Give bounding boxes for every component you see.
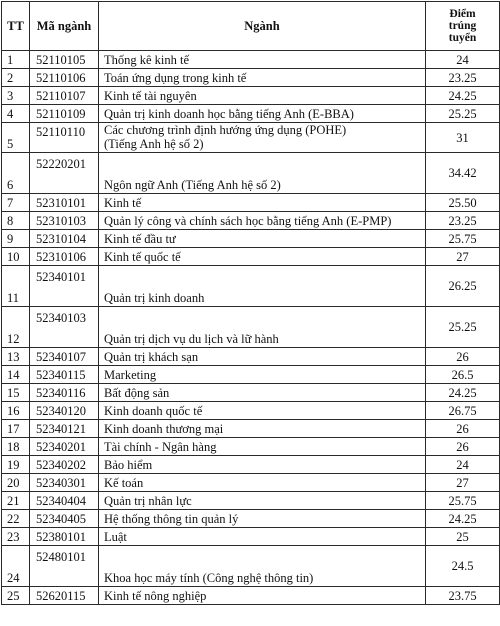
row-score: 24 xyxy=(426,51,500,69)
table-row xyxy=(2,123,500,153)
row-major xyxy=(99,69,426,87)
table-row xyxy=(2,366,500,384)
row-score: 25.25 xyxy=(426,307,500,348)
row-major xyxy=(99,546,426,587)
table-body xyxy=(2,51,500,605)
table-row xyxy=(2,420,500,438)
row-tt: 8 xyxy=(2,212,30,230)
header-score-line: trúng xyxy=(448,20,477,32)
row-code: 52340121 xyxy=(30,420,99,438)
table-row xyxy=(2,230,500,248)
row-code: 52310106 xyxy=(30,248,99,266)
row-major xyxy=(99,230,426,248)
row-major xyxy=(99,510,426,528)
row-code: 52220201 xyxy=(30,153,99,194)
row-code: 52110110 xyxy=(30,123,99,153)
row-score: 27 xyxy=(426,248,500,266)
header-major: Ngành xyxy=(99,2,426,51)
row-tt: 7 xyxy=(2,194,30,212)
row-major xyxy=(99,474,426,492)
row-major-line: Quản trị kinh doanh học bằng tiếng Anh (E-BBA) xyxy=(104,107,354,121)
row-score: 23.25 xyxy=(426,212,500,230)
row-score: 24.25 xyxy=(426,510,500,528)
row-score: 24.5 xyxy=(426,546,500,587)
row-major xyxy=(99,438,426,456)
row-major-line: Quản trị khách sạn xyxy=(104,350,199,364)
row-tt: 17 xyxy=(2,420,30,438)
table-row xyxy=(2,194,500,212)
table-row xyxy=(2,510,500,528)
row-code: 52110107 xyxy=(30,87,99,105)
row-code: 52340120 xyxy=(30,402,99,420)
row-major-line: Ngôn ngữ Anh (Tiếng Anh hệ số 2) xyxy=(104,178,281,192)
table-row xyxy=(2,438,500,456)
row-tt: 3 xyxy=(2,87,30,105)
row-code: 52620115 xyxy=(30,587,99,605)
row-tt: 6 xyxy=(2,153,30,194)
table-row xyxy=(2,456,500,474)
row-major-line: Kinh tế xyxy=(104,196,142,210)
table-row xyxy=(2,528,500,546)
row-major-line: Bảo hiểm xyxy=(104,458,153,472)
row-score: 24.25 xyxy=(426,87,500,105)
row-major xyxy=(99,492,426,510)
row-tt: 21 xyxy=(2,492,30,510)
row-major xyxy=(99,348,426,366)
row-major xyxy=(99,194,426,212)
row-major-line: Luật xyxy=(104,530,127,544)
table-row xyxy=(2,474,500,492)
row-major xyxy=(99,420,426,438)
row-score: 25.75 xyxy=(426,230,500,248)
row-tt: 20 xyxy=(2,474,30,492)
header-score xyxy=(426,2,500,51)
row-code: 52110106 xyxy=(30,69,99,87)
table-row xyxy=(2,212,500,230)
row-major-line: Thống kê kinh tế xyxy=(104,53,190,67)
row-tt: 2 xyxy=(2,69,30,87)
row-score: 25.50 xyxy=(426,194,500,212)
table-row xyxy=(2,153,500,194)
row-major xyxy=(99,266,426,307)
row-major-line: Toán ứng dụng trong kinh tế xyxy=(104,71,247,85)
table-row xyxy=(2,266,500,307)
row-major-line: Quản trị kinh doanh xyxy=(104,291,205,305)
row-score: 26.25 xyxy=(426,266,500,307)
row-major-line: Hệ thống thông tin quản lý xyxy=(104,512,239,526)
row-score: 26 xyxy=(426,348,500,366)
row-major xyxy=(99,366,426,384)
row-code: 52380101 xyxy=(30,528,99,546)
header-tt: TT xyxy=(2,2,30,51)
row-score: 26.5 xyxy=(426,366,500,384)
row-major-line: Quản trị nhân lực xyxy=(104,494,192,508)
row-major xyxy=(99,212,426,230)
row-tt: 1 xyxy=(2,51,30,69)
row-tt: 12 xyxy=(2,307,30,348)
row-major xyxy=(99,248,426,266)
header-code: Mã ngành xyxy=(30,2,99,51)
table-row xyxy=(2,546,500,587)
table-row xyxy=(2,51,500,69)
row-code: 52340301 xyxy=(30,474,99,492)
row-major xyxy=(99,307,426,348)
row-tt: 24 xyxy=(2,546,30,587)
row-major-line: Quản trị dịch vụ du lịch và lữ hành xyxy=(104,332,279,346)
row-score: 25.25 xyxy=(426,105,500,123)
row-major-line: Kinh doanh quốc tế xyxy=(104,404,203,418)
row-score: 23.25 xyxy=(426,69,500,87)
row-tt: 15 xyxy=(2,384,30,402)
row-major-line: Tài chính - Ngân hàng xyxy=(104,440,217,454)
row-code: 52110105 xyxy=(30,51,99,69)
row-tt: 25 xyxy=(2,587,30,605)
row-code: 52340405 xyxy=(30,510,99,528)
row-code: 52340103 xyxy=(30,307,99,348)
table-row xyxy=(2,307,500,348)
header-score-line: Điểm xyxy=(449,8,476,20)
table-row xyxy=(2,105,500,123)
header-row xyxy=(2,2,500,51)
row-tt: 19 xyxy=(2,456,30,474)
row-code: 52340404 xyxy=(30,492,99,510)
row-major-line: Quản lý công và chính sách học bằng tiếng Anh (E-PMP) xyxy=(104,214,392,228)
row-major xyxy=(99,87,426,105)
row-major-line: (Tiếng Anh hệ số 2) xyxy=(104,137,204,151)
row-tt: 5 xyxy=(2,123,30,153)
row-major-line: Kế toán xyxy=(104,476,144,490)
row-score: 34.42 xyxy=(426,153,500,194)
row-score: 26 xyxy=(426,438,500,456)
row-major-line: Kinh tế nông nghiệp xyxy=(104,589,207,603)
table-row xyxy=(2,492,500,510)
row-major-line: Bất động sản xyxy=(104,386,170,400)
row-code: 52310104 xyxy=(30,230,99,248)
row-major xyxy=(99,528,426,546)
row-score: 24.25 xyxy=(426,384,500,402)
row-major-line: Khoa học máy tính (Công nghệ thông tin) xyxy=(104,571,314,585)
row-major xyxy=(99,123,426,153)
row-code: 52310101 xyxy=(30,194,99,212)
table-row xyxy=(2,402,500,420)
row-tt: 9 xyxy=(2,230,30,248)
row-code: 52110109 xyxy=(30,105,99,123)
row-code: 52340107 xyxy=(30,348,99,366)
admission-scores-table xyxy=(1,1,500,605)
row-major xyxy=(99,153,426,194)
row-score: 23.75 xyxy=(426,587,500,605)
row-major-line: Kinh tế đầu tư xyxy=(104,232,176,246)
row-score: 25.75 xyxy=(426,492,500,510)
table-row xyxy=(2,87,500,105)
row-major xyxy=(99,587,426,605)
row-major-line: Kinh tế tài nguyên xyxy=(104,89,197,103)
row-major xyxy=(99,402,426,420)
row-major-line: Kinh tế quốc tế xyxy=(104,250,181,264)
row-tt: 10 xyxy=(2,248,30,266)
row-code: 52340202 xyxy=(30,456,99,474)
row-major-line: Marketing xyxy=(104,368,157,382)
row-tt: 23 xyxy=(2,528,30,546)
row-tt: 13 xyxy=(2,348,30,366)
table-row xyxy=(2,384,500,402)
row-tt: 16 xyxy=(2,402,30,420)
row-tt: 22 xyxy=(2,510,30,528)
row-code: 52340101 xyxy=(30,266,99,307)
row-score: 31 xyxy=(426,123,500,153)
table-row xyxy=(2,348,500,366)
row-major xyxy=(99,456,426,474)
row-code: 52310103 xyxy=(30,212,99,230)
row-score: 27 xyxy=(426,474,500,492)
row-major xyxy=(99,105,426,123)
header-score-line: tuyển xyxy=(448,32,477,44)
row-score: 25 xyxy=(426,528,500,546)
row-tt: 14 xyxy=(2,366,30,384)
row-tt: 4 xyxy=(2,105,30,123)
row-code: 52340201 xyxy=(30,438,99,456)
row-major xyxy=(99,384,426,402)
row-major-line: Các chương trình định hướng ứng dụng (POHE) xyxy=(104,123,347,137)
row-score: 26.75 xyxy=(426,402,500,420)
table-row xyxy=(2,248,500,266)
row-major xyxy=(99,51,426,69)
table-row xyxy=(2,69,500,87)
row-major-line: Kinh doanh thương mại xyxy=(104,422,224,436)
row-tt: 11 xyxy=(2,266,30,307)
row-score: 24 xyxy=(426,456,500,474)
row-code: 52340116 xyxy=(30,384,99,402)
row-code: 52480101 xyxy=(30,546,99,587)
row-score: 26 xyxy=(426,420,500,438)
row-tt: 18 xyxy=(2,438,30,456)
table-row xyxy=(2,587,500,605)
row-code: 52340115 xyxy=(30,366,99,384)
